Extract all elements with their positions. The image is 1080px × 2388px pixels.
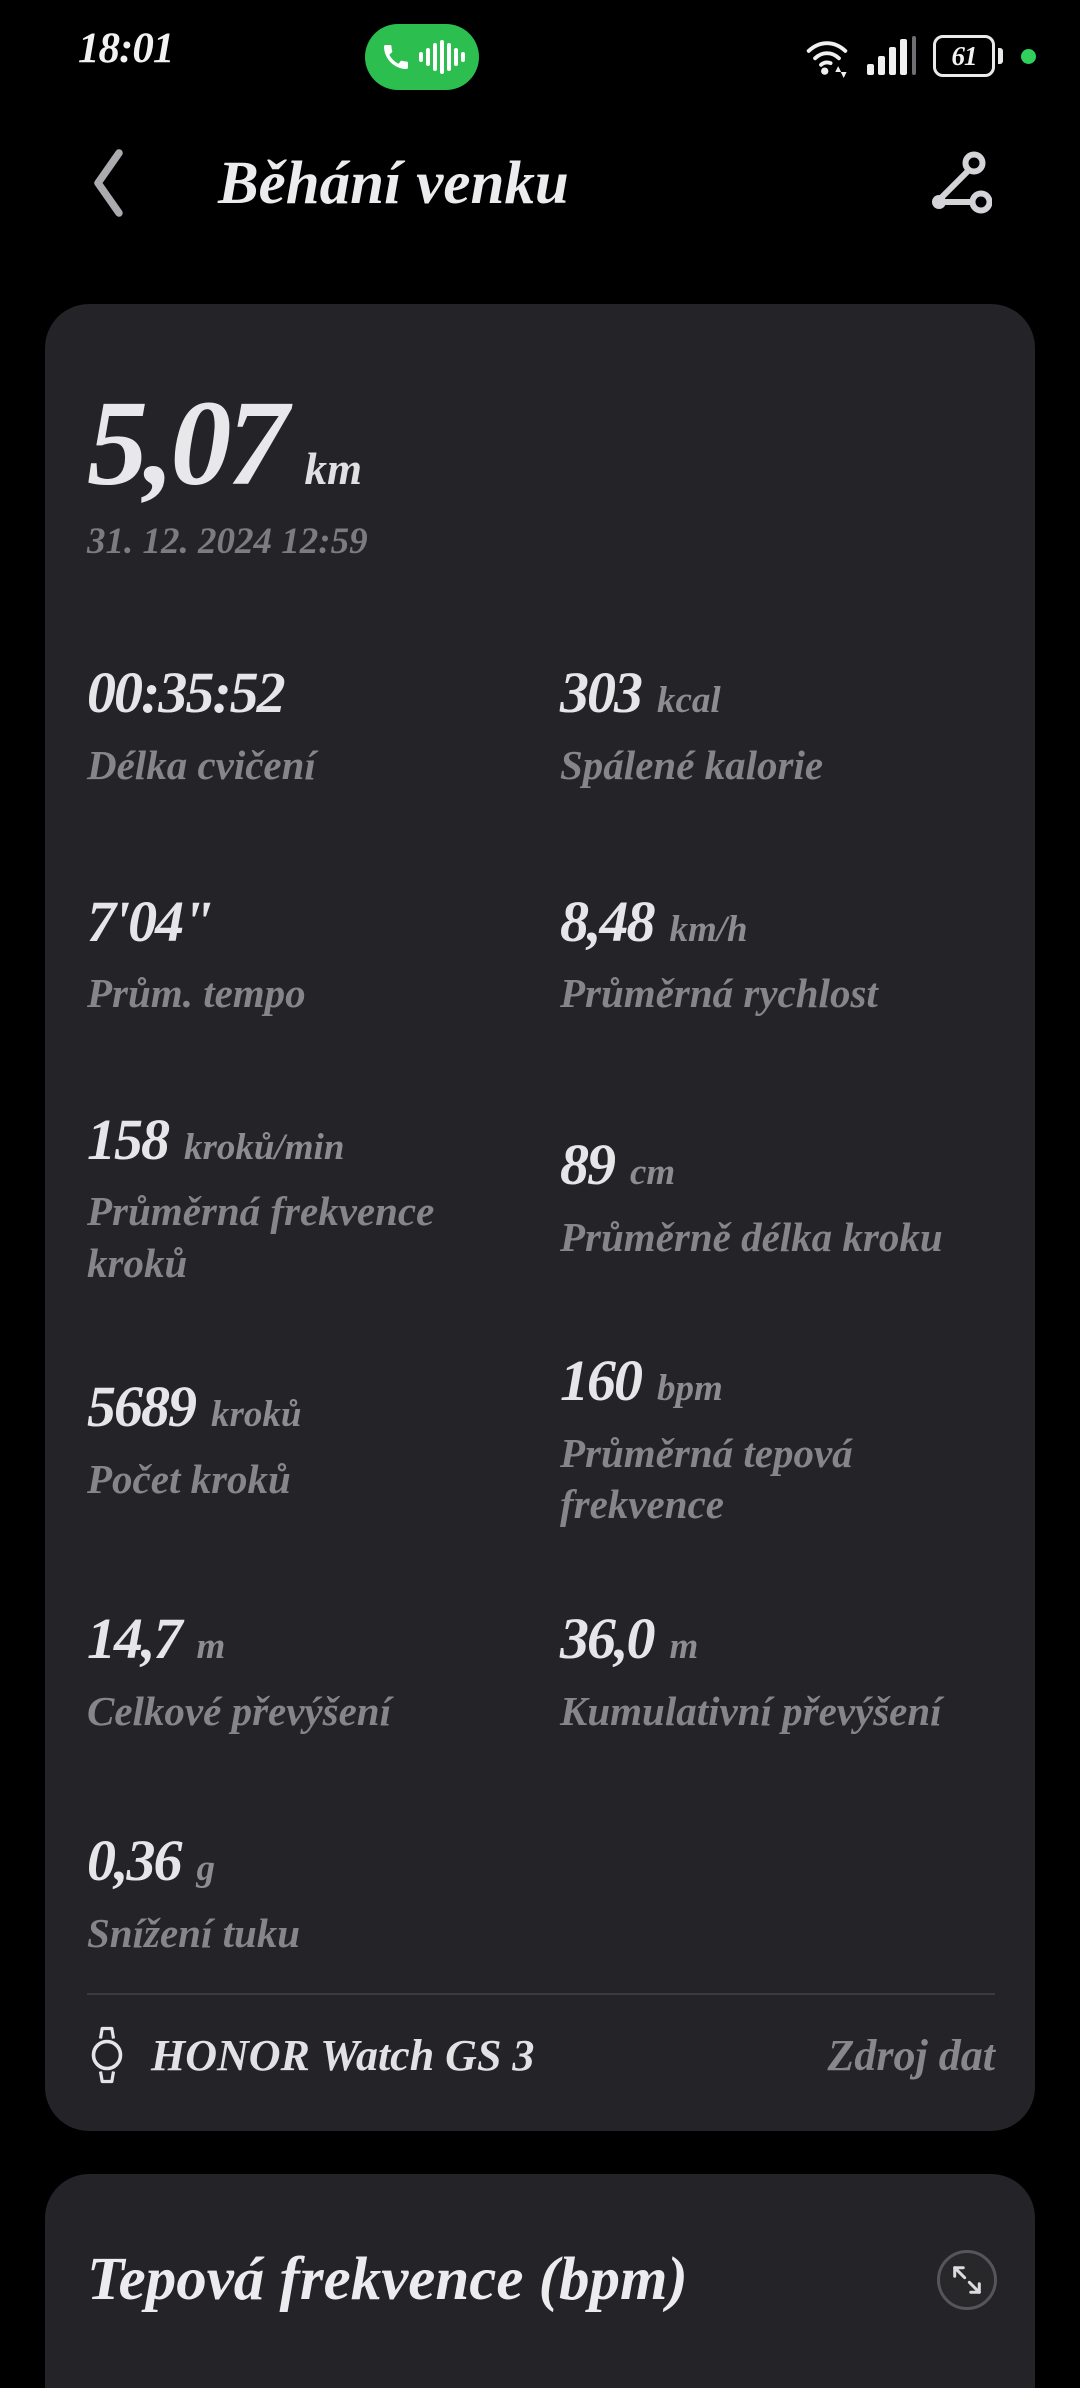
battery-terminal (998, 48, 1003, 64)
stat-value: 14,7 (87, 1606, 181, 1672)
status-bar (0, 0, 1080, 104)
workout-summary-card (45, 304, 1035, 2131)
voice-waveform-icon (419, 38, 465, 76)
stat-fat-burned (87, 1827, 560, 1959)
divider (87, 1993, 995, 1995)
stat-label: Spálené kalorie (560, 741, 824, 788)
stat-unit: g (196, 1848, 215, 1890)
stat-value: 7'04" (87, 888, 213, 954)
distance-value: 5,07 (87, 376, 285, 511)
header (0, 104, 1080, 262)
device-name: HONOR Watch GS 3 (151, 2030, 535, 2080)
heart-rate-card (45, 2174, 1035, 2388)
stat-label: Průměrná tepová frekvence (560, 1429, 853, 1528)
wifi-icon (805, 34, 849, 78)
stat-unit: kroků (211, 1394, 302, 1436)
data-source-row (87, 2025, 995, 2085)
back-button[interactable] (88, 146, 126, 220)
stat-value: 160 (560, 1348, 641, 1414)
stat-row (87, 1827, 995, 1959)
stat-value: 5689 (87, 1374, 195, 1440)
stat-avg-pace (87, 888, 560, 1020)
stat-label: Průměrná rychlost (560, 969, 878, 1016)
stat-value: 8,48 (560, 888, 654, 954)
stat-value: 158 (87, 1106, 168, 1172)
stat-label: Celkové převýšení (87, 1687, 391, 1734)
stat-unit: cm (630, 1152, 676, 1194)
stat-value: 0,36 (87, 1828, 181, 1894)
stat-unit: m (196, 1626, 226, 1668)
stat-unit: kcal (657, 680, 721, 722)
stat-label: Prům. tempo (87, 969, 306, 1016)
heart-rate-card-title: Tepová frekvence (bpm) (87, 2246, 688, 2314)
battery-percent: 61 (951, 40, 977, 71)
status-icons (805, 34, 1036, 78)
stat-row (87, 659, 995, 791)
distance-hero (87, 376, 995, 511)
stat-total-ascent (87, 1605, 560, 1737)
expand-diagonal-icon (950, 2263, 984, 2297)
chevron-left-icon (88, 146, 126, 220)
stat-avg-heart-rate (560, 1347, 1008, 1531)
stat-value: 00:35:52 (87, 660, 284, 726)
stat-label: Počet kroků (87, 1455, 291, 1502)
active-call-pill[interactable] (365, 24, 479, 90)
notification-dot (1021, 49, 1036, 64)
stat-cumulative-ascent (560, 1605, 1008, 1737)
distance-unit: km (304, 444, 363, 494)
stat-row (87, 1347, 995, 1531)
battery-icon (933, 35, 1003, 77)
stat-unit: km/h (669, 908, 748, 950)
stat-avg-cadence (87, 1106, 560, 1290)
stat-label: Délka cvičení (87, 741, 316, 788)
stat-value: 303 (560, 660, 641, 726)
stat-steps (87, 1373, 560, 1505)
stat-calories (560, 659, 1008, 791)
stat-unit: bpm (657, 1368, 723, 1410)
workout-datetime: 31. 12. 2024 12:59 (87, 521, 368, 563)
stat-label: Kumulativní převýšení (560, 1687, 942, 1734)
stat-row (87, 1605, 995, 1737)
stat-avg-speed (560, 888, 1008, 1020)
clock: 18:01 (78, 25, 174, 72)
stat-row (87, 888, 995, 1020)
smartwatch-icon (87, 2025, 127, 2085)
expand-button[interactable] (937, 2250, 997, 2310)
stat-label: Snížení tuku (87, 1909, 301, 1956)
stat-label: Průměrně délka kroku (560, 1213, 943, 1260)
stat-duration (87, 659, 560, 791)
stat-label: Průměrná frekvence kroků (87, 1188, 435, 1286)
data-source-link[interactable]: Zdroj dat (827, 2030, 995, 2080)
stat-value: 36,0 (560, 1606, 654, 1672)
share-button[interactable] (928, 151, 992, 215)
stat-unit: kroků/min (184, 1126, 345, 1168)
stat-unit: m (669, 1626, 699, 1668)
page-title: Běhání venku (218, 149, 569, 217)
stat-row (87, 1106, 995, 1290)
stat-value: 89 (560, 1132, 614, 1198)
stat-stride-length (560, 1131, 1008, 1263)
share-route-icon (928, 151, 992, 215)
phone-icon (380, 41, 412, 73)
cellular-signal-icon (867, 35, 917, 77)
